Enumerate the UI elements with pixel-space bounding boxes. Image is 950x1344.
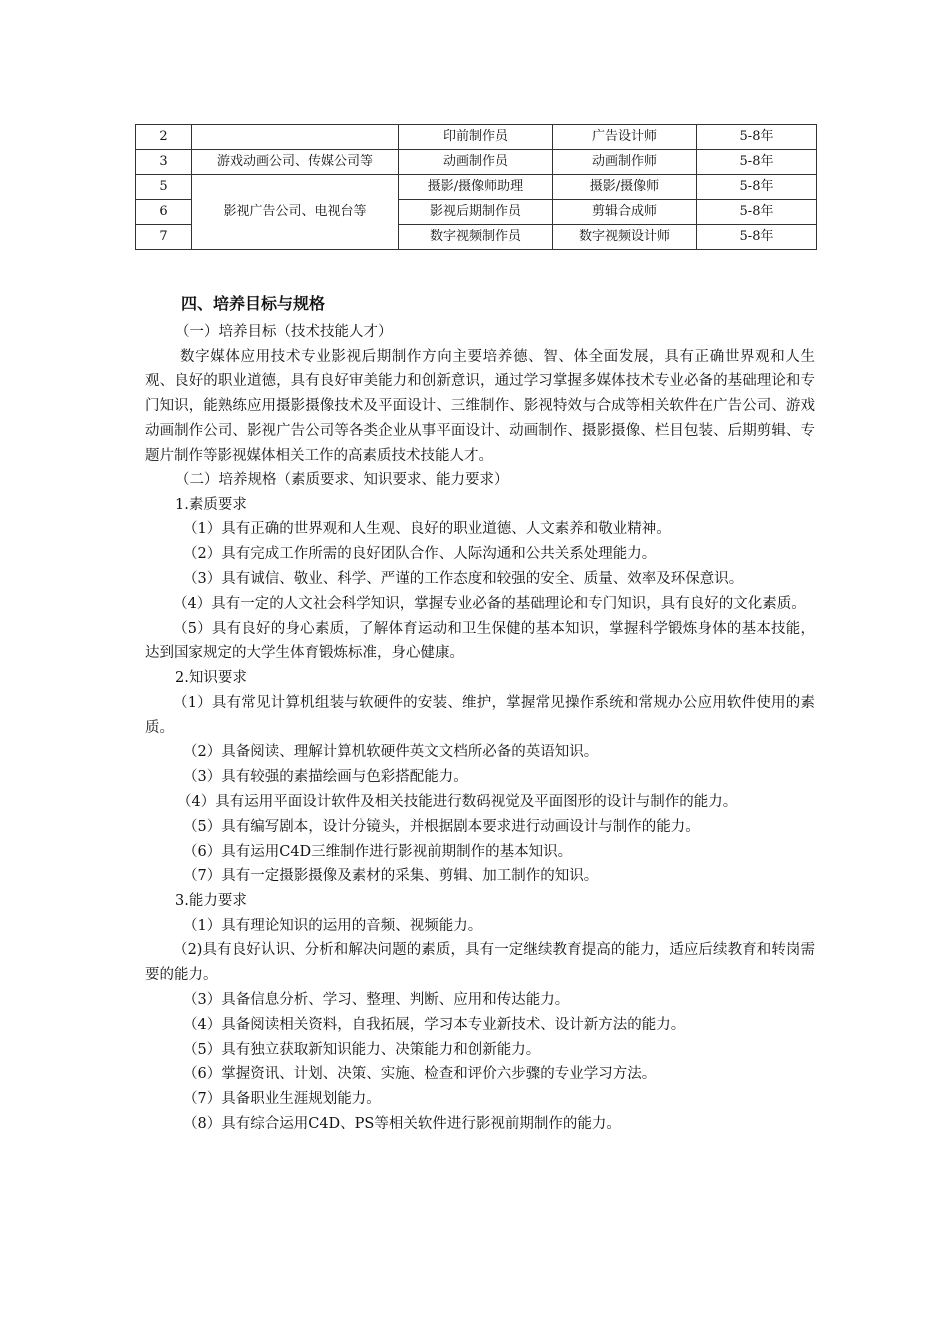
- ability-item: （7）具备职业生涯规划能力。: [183, 1091, 381, 1108]
- spec-subheading: （二）培养规格（素质要求、知识要求、能力要求）: [175, 472, 509, 489]
- organization-cell: 游戏动画公司、传媒公司等: [192, 150, 399, 175]
- row-number: 3: [136, 150, 192, 175]
- quality-item: （4）具有一定的人文社会科学知识，掌握专业必备的基础理论和专门知识，具有良好的文化素质。: [173, 595, 806, 612]
- knowledge-item: （1）具有常见计算机组装与软硬件的安装、维护，掌握常见操作系统和常规办公应用软件使用的素质。: [145, 694, 815, 736]
- ability-item: （3）具备信息分析、学习、整理、判断、应用和传达能力。: [183, 992, 570, 1009]
- years-cell: 5-8年: [697, 150, 817, 175]
- target-position-cell: 摄影/摄像师: [553, 175, 697, 200]
- row-number: 7: [136, 225, 192, 250]
- target-position-cell: 动画制作师: [553, 150, 697, 175]
- ability-heading: 3.能力要求: [175, 893, 247, 910]
- position-cell: 影视后期制作员: [399, 200, 553, 225]
- years-cell: 5-8年: [697, 175, 817, 200]
- row-number: 5: [136, 175, 192, 200]
- ability-item: （8）具有综合运用C4D、PS等相关软件进行影视前期制作的能力。: [183, 1116, 621, 1133]
- ability-item: （5）具有独立获取新知识能力、决策能力和创新能力。: [183, 1041, 541, 1058]
- target-position-cell: 数字视频设计师: [553, 225, 697, 250]
- quality-item: （3）具有诚信、敬业、科学、严谨的工作态度和较强的安全、质量、效率及环保意识。: [183, 571, 744, 588]
- main-content: [145, 288, 815, 1137]
- position-cell: 印前制作员: [399, 125, 553, 150]
- knowledge-item: （3）具有较强的素描绘画与色彩搭配能力。: [183, 769, 468, 786]
- knowledge-item: （5）具有编写剧本，设计分镜头，并根据剧本要求进行动画设计与制作的能力。: [183, 818, 700, 835]
- table-row: [136, 125, 817, 150]
- ability-item: （1）具有理论知识的运用的音频、视频能力。: [183, 917, 483, 934]
- position-cell: 摄影/摄像师助理: [399, 175, 553, 200]
- knowledge-item: （7）具有一定摄影摄像及素材的采集、剪辑、加工制作的知识。: [183, 868, 599, 885]
- table-row: [136, 175, 817, 200]
- row-number: 2: [136, 125, 192, 150]
- quality-item: （2）具有完成工作所需的良好团队合作、人际沟通和公共关系处理能力。: [183, 546, 657, 563]
- ability-item: （4）具备阅读相关资料，自我拓展，学习本专业新技术、设计新方法的能力。: [183, 1016, 686, 1033]
- quality-item: （1）具有正确的世界观和人生观、良好的职业道德、人文素养和敬业精神。: [183, 521, 671, 538]
- knowledge-item: （6）具有运用C4D三维制作进行影视前期制作的基本知识。: [183, 843, 573, 860]
- table-row: [136, 150, 817, 175]
- goal-subheading: （一）培养目标（技术技能人才）: [175, 324, 393, 340]
- knowledge-heading: 2.知识要求: [175, 670, 247, 687]
- section-heading: 四、培养目标与规格: [181, 294, 326, 313]
- position-cell: 动画制作员: [399, 150, 553, 175]
- organization-cell: [192, 125, 399, 150]
- row-number: 6: [136, 200, 192, 225]
- knowledge-item: （2）具备阅读、理解计算机软硬件英文文档所必备的英语知识。: [183, 744, 599, 761]
- target-position-cell: 剪辑合成师: [553, 200, 697, 225]
- years-cell: 5-8年: [697, 200, 817, 225]
- organization-cell: 影视广告公司、电视台等: [192, 175, 399, 250]
- position-cell: 数字视频制作员: [399, 225, 553, 250]
- target-position-cell: 广告设计师: [553, 125, 697, 150]
- ability-item: （2)具有良好认识、分析和解决问题的素质，具有一定继续教育提高的能力，适应后续教育和转岗需要的能力。: [145, 942, 815, 984]
- quality-item: （5）具有良好的身心素质，了解体育运动和卫生保健的基本知识，掌握科学锻炼身体的基本技能，达到国家规定的大学生体育锻炼标准，身心健康。: [145, 620, 815, 662]
- career-table: [135, 124, 817, 250]
- goal-paragraph: 数字媒体应用技术专业影视后期制作方向主要培养德、智、体全面发展，具有正确世界观和人生观、良好的职业道德，具有良好审美能力和创新意识，通过学习掌握多媒体技术专业必备的基础理论和专门知识，能熟练应用摄影摄像技术及平面设计、三维制作、影视特效与合成等相关软件在广告公司、游戏动画制作公司、影视广告公司等各类企业从事平面设计、动画制作、摄影摄像、栏目包装、后期剪辑、专题片制作等影视媒体相关工作的高素质技术技能人才。: [145, 348, 815, 464]
- ability-item: （6）掌握资讯、计划、决策、实施、检查和评价六步骤的专业学习方法。: [183, 1066, 657, 1083]
- knowledge-item: （4）具有运用平面设计软件及相关技能进行数码视觉及平面图形的设计与制作的能力。: [177, 793, 738, 810]
- quality-heading: 1.素质要求: [175, 496, 247, 513]
- years-cell: 5-8年: [697, 225, 817, 250]
- years-cell: 5-8年: [697, 125, 817, 150]
